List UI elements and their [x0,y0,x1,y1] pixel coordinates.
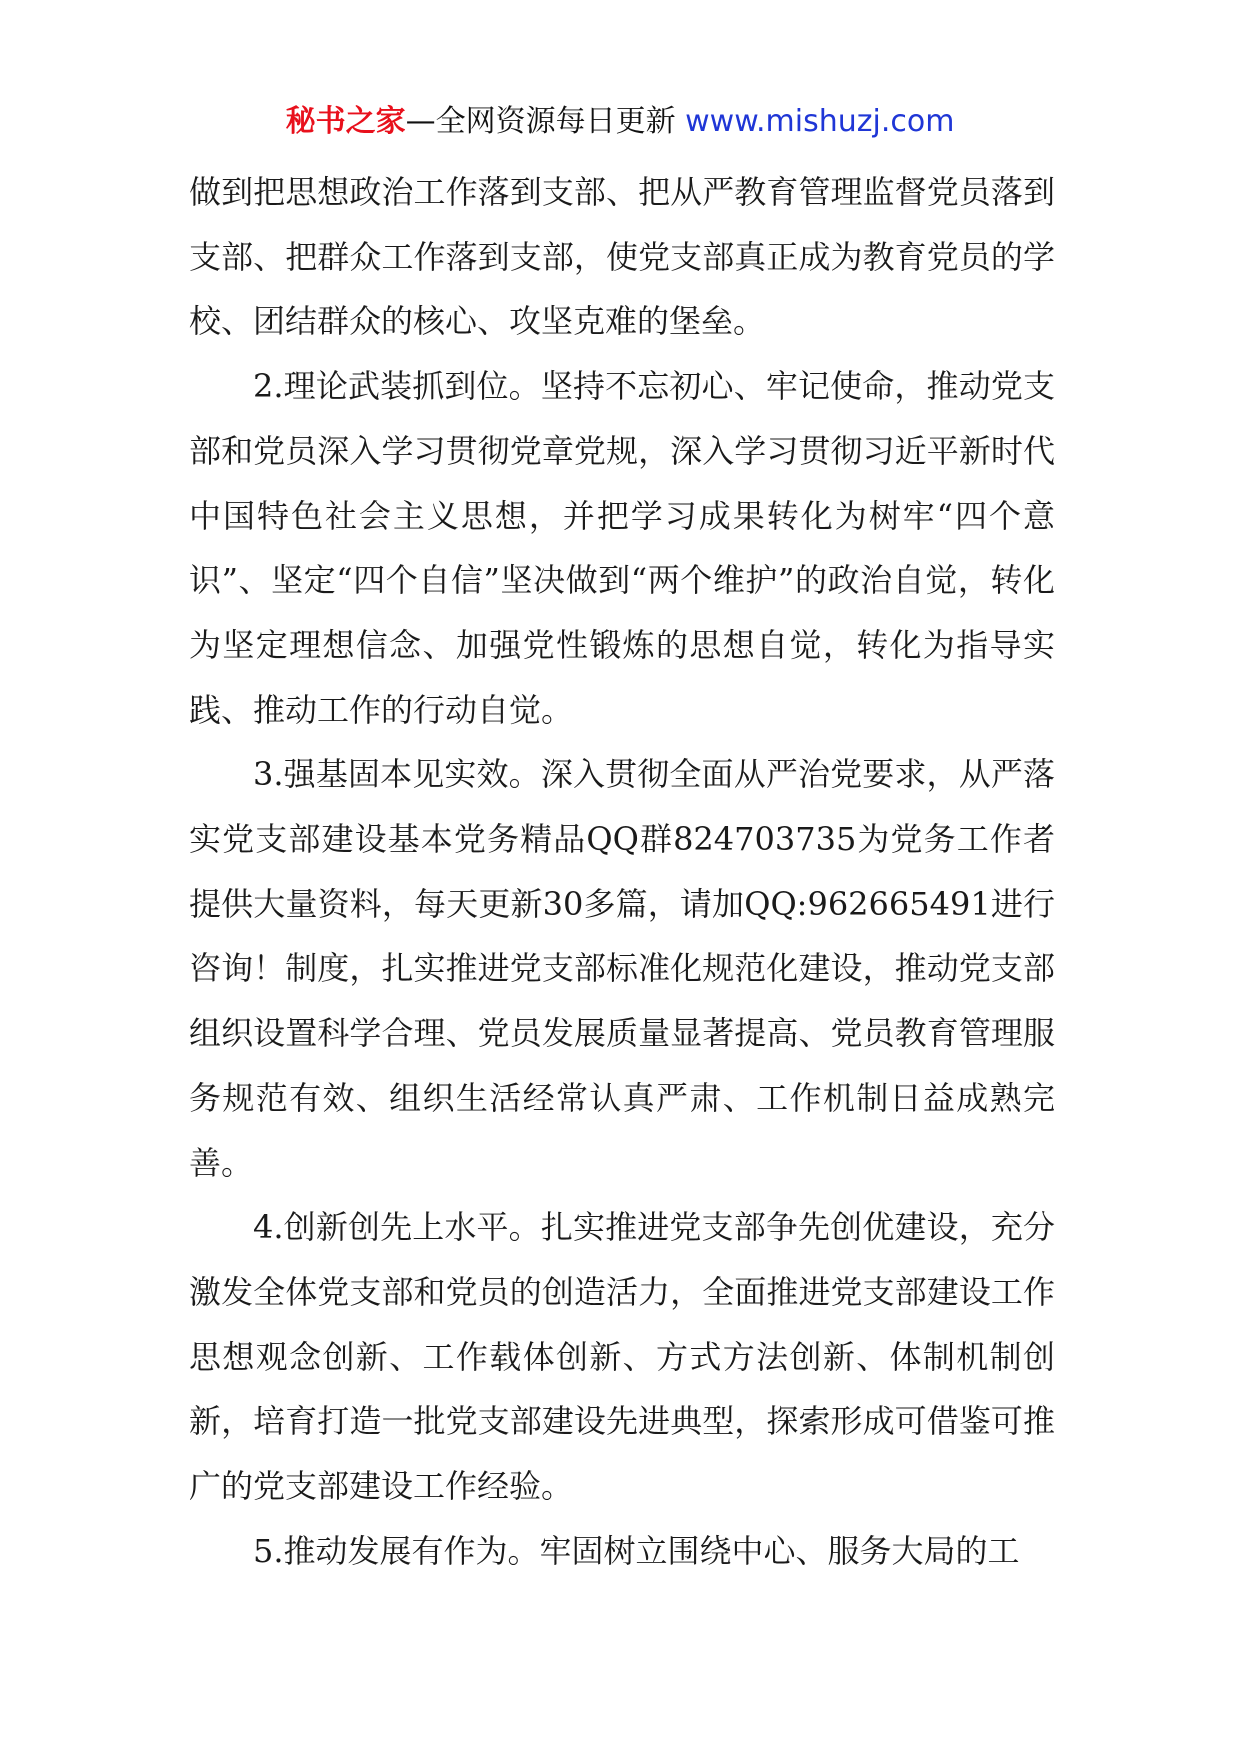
page-header [0,100,1240,144]
paragraph-item-4: 4.创新创先上水平。扎实推进党支部争先创优建设，充分激发全体党支部和党员的创造活力，全面推进党支部建设工作思想观念创新、工作载体创新、方式方法创新、体制机制创新，培育打造一批党支部建设先进典型，探索形成可借鉴可推广的党支部建设工作经验。 [189,1208,1055,1506]
document-body [189,160,1055,1583]
paragraph-item-5: 5.推动发展有作为。牢固树立围绕中心、服务大局的工 [253,1531,1020,1570]
paragraph-continuation: 做到把思想政治工作落到支部、把从严教育管理监督党员落到支部、把群众工作落到支部，使党支部真正成为教育党员的学校、团结群众的核心、攻坚克难的堡垒。 [189,173,1055,341]
paragraph-item-3: 3.强基固本见实效。深入贯彻全面从严治党要求，从严落实党支部建设基本党务精品QQ群824703735为党务工作者提供大量资料，每天更新30多篇，请加QQ:962665491进行咨询！制度，扎实推进党支部标准化规范化建设，推动党支部组织设置科学合理、党员发展质量显著提高、党员教育管理服务规范有效、组织生活经常认真严肃、工作机制日益成熟完善。 [189,755,1055,1182]
header-tagline: —全网资源每日更新 [405,104,686,139]
paragraph-item-2: 2.理论武装抓到位。坚持不忘初心、牢记使命，推动党支部和党员深入学习贯彻党章党规，深入学习贯彻习近平新时代中国特色社会主义思想，并把学习成果转化为树牢“四个意识”、坚定“四个自信”坚决做到“两个维护”的政治自觉，转化为坚定理想信念、加强党性锻炼的思想自觉，转化为指导实践、推动工作的行动自觉。 [189,367,1055,729]
brand-name: 秘书之家 [285,104,406,139]
website-link[interactable]: www.mishuzj.com [685,104,955,139]
